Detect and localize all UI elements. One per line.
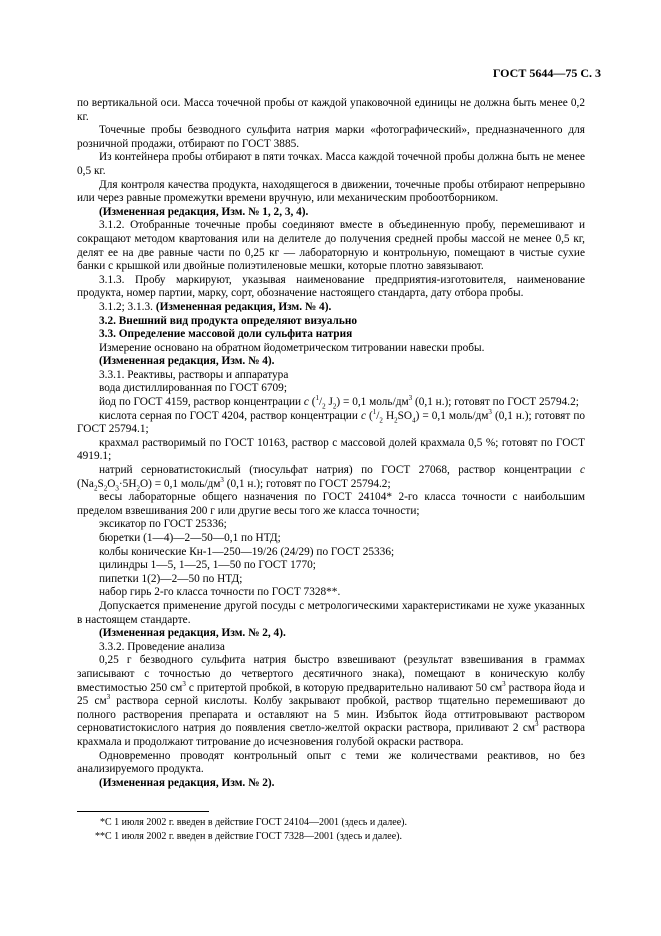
page-header: ГОСТ 5644—75 С. 3 bbox=[492, 66, 601, 80]
revision-note: (Измененная редакция, Изм. № 4). bbox=[99, 355, 275, 368]
revision-note: (Измененная редакция, Изм. № 1, 2, 3, 4). bbox=[99, 205, 309, 218]
document-body bbox=[77, 97, 585, 790]
paragraph: Одновременно проводят контрольный опыт с теми же количествами реактивов, но без анализируемого продукта. bbox=[77, 749, 585, 776]
list-item: колбы конические Кн-1—250—19/26 (24/29) по ГОСТ 25336; bbox=[99, 545, 395, 558]
list-item: эксикатор по ГОСТ 25336; bbox=[99, 518, 227, 531]
paragraph: Из контейнера пробы отбирают в пяти точках. Масса каждой точечной пробы должна быть не менее 0,5 кг. bbox=[77, 151, 585, 177]
revision-note: (Измененная редакция, Изм. № 4). bbox=[155, 300, 332, 313]
footnote: **С 1 июля 2002 г. введен в действие ГОСТ 7328—2001 (здесь и далее). bbox=[95, 831, 402, 842]
revision-note: (Измененная редакция, Изм. № 2, 4). bbox=[99, 627, 286, 640]
subsection-heading: 3.3.2. Проведение анализа bbox=[99, 640, 225, 653]
list-item: бюретки (1—4)—2—50—0,1 по НТД; bbox=[99, 532, 281, 544]
list-item: кислота серная по ГОСТ 4204, раствор концентрации c ($^1/_2$ $H_2SO_4) = 0,1$ моль/$дм^3$ (0,1 н.); готовят по ГОСТ 25794.1; bbox=[77, 407, 586, 436]
clause-ref: 3.1.2; 3.1.3. bbox=[99, 300, 153, 313]
list-item: вода дистиллированная по ГОСТ 6709; bbox=[99, 382, 287, 395]
list-item: набор гирь 2-го класса точности по ГОСТ 7328**. bbox=[99, 586, 341, 599]
list-item: йод по ГОСТ 4159, раствор концентрации c ($^1/_2$ $J_2) = 0,1$ моль/$дм^3$ (0,1 н.); готовят по ГОСТ 25794.2; bbox=[99, 394, 579, 411]
paragraph: Для контроля качества продукта, находящегося в движении, точечные пробы отбирают непрерывно или через равные промежутки времени вручную, или механическим пробоотборником. bbox=[77, 178, 585, 205]
paragraph: Допускается применение другой посуды с метрологическими характеристиками не хуже указанных в настоящем стандарте. bbox=[77, 599, 585, 626]
footnote: *С 1 июля 2002 г. введен в действие ГОСТ 24104—2001 (здесь и далее). bbox=[100, 817, 407, 828]
section-heading: 3.2. Внешний вид продукта определяют визуально bbox=[99, 314, 357, 327]
list-item: весы лабораторные общего назначения по ГОСТ 24104* 2-го класса точности с наибольшим пределом взвешивания 200 г или другие весы того же класса точности; bbox=[77, 491, 585, 517]
list-item: натрий серноватистокислый (тиосульфат натрия) по ГОСТ 27068, раствор концентрации c $(Na_2S_2O_3\cdot 5H_2O) = 0,1$ моль/$дм^3$ (0,1 н.); готовят по ГОСТ 25794.2; bbox=[77, 464, 586, 492]
footnote-separator bbox=[77, 811, 209, 812]
paragraph: 3.1.2. Отобранные точечные пробы соединяют вместе в объединенную пробу, перемешивают и сокращают методом квартования или на делителе до получения средней пробы массой не менее 0,5 кг, делят ее на две равные части по 0,25 кг — лабораторную и контрольную, помещают в чистые сухие банки с крышкой или двойные полиэтиленовые мешки, которые плотно завязывают. bbox=[77, 219, 585, 273]
paragraph: Измерение основано на обратном йодометрическом титровании навески пробы. bbox=[99, 341, 485, 354]
paragraph: 0,25 г безводного сульфита натрия быстро взвешивают (результат взвешивания в граммах записывают с точностью до четвертого десятичного знака), помещают в коническую колбу вместимостью 250 $см^3$ с притертой пробкой, в которую предварительно наливают 50 $см^3$ раствора йода и 25 $см^3$ раствора серной кислоты. Колбу закрывают пробкой, раствор тщательно перемешивают до полного растворения препарата и оставляют на 5 мин. Избыток йода оттитровывают раствором серноватистокислого натрия до появления светло-желтой окраски раствора, приливают 2 $см^3$ раствора крахмала и продолжают титрование до исчезновения голубой окраски раствора. bbox=[77, 654, 585, 748]
list-item: пипетки 1(2)—2—50 по НТД; bbox=[99, 572, 243, 585]
paragraph: по вертикальной оси. Масса точечной пробы от каждой упаковочной единицы не должна быть менее 0,2 кг. bbox=[77, 97, 585, 123]
revision-line bbox=[77, 301, 585, 315]
revision-note: (Измененная редакция, Изм. № 2). bbox=[99, 776, 275, 789]
section-heading: 3.3. Определение массовой доли сульфита натрия bbox=[99, 328, 353, 341]
paragraph: 3.1.3. Пробу маркируют, указывая наименование предприятия-изготовителя, наименование продукта, номер партии, марку, сорт, обозначение настоящего стандарта, дату отбора пробы. bbox=[77, 273, 585, 300]
paragraph: Точечные пробы безводного сульфита натрия марки «фотографический», предназначенного для розничной продажи, отбирают по ГОСТ 3885. bbox=[77, 124, 585, 150]
subsection-heading: 3.3.1. Реактивы, растворы и аппаратура bbox=[99, 368, 289, 381]
list-item: цилиндры 1—5, 1—25, 1—50 по ГОСТ 1770; bbox=[99, 559, 316, 572]
list-item: крахмал растворимый по ГОСТ 10163, раствор с массовой долей крахмала 0,5 %; готовят по ГОСТ 4919.1; bbox=[77, 436, 585, 463]
